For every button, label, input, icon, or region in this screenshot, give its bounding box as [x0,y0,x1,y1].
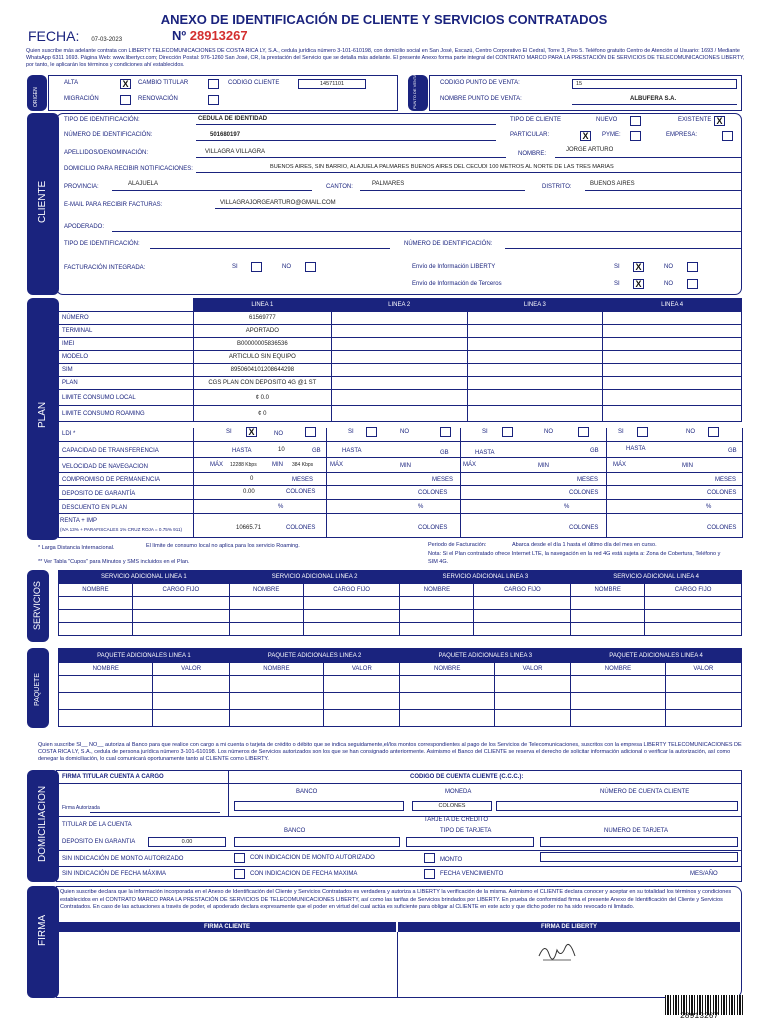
envio-liberty-label: Envío de Información LIBERTY [412,264,496,270]
barcode-text: 28913267 [680,1012,719,1021]
autoriza-text: Quien suscribe SI__ NO__ autoriza al Banco para que realice con cargo a mi cuenta o tarjeta de crédito o débito que se indica seguidamente,el/los montos correspondientes al pago de los Servicios de Telecomunicaciones, suscritos con la empresa LIBERTY TELECOMUNICACIONES DE COSTA RICA LY, S.A., cedula de persona jurídica número 3-101-610198. Los números de Servicios autorizados son los que se han consignado anteriormente. Asimismo el Banco del CLIENTE se reserva el derecho de solicitar información adicional o verificar la autorización, así como denegar la domiciliación, lo cual comunicará oportunamente tanto al CLIENTE como LIBERTY. [38,742,742,763]
servicio-l2-header: SERVICIO ADICIONAL LINEA 2 [229,571,400,584]
servicios-sidebar [27,570,49,642]
ldi-l2-no-checkbox[interactable] [440,427,451,437]
col-nombre: NOMBRE [400,663,494,676]
pyme-checkbox[interactable] [630,131,641,141]
pyme-label: PYME: [602,132,621,138]
plan-row-label: TERMINAL [59,325,194,338]
sin-fecha-checkbox[interactable] [234,869,245,879]
col-nombre: NOMBRE [229,584,303,597]
compromiso-value: 0 [250,476,254,482]
fecha [28,28,122,44]
col-nombre: NOMBRE [59,584,133,597]
fecha-label: FECHA: [28,28,80,44]
provincia-underline [112,190,312,191]
origen-sidebar [27,75,47,111]
renovacion-label: RENOVACIÓN [138,96,178,102]
envio-liberty-no-label: NO [664,264,673,270]
renta-rule [58,537,742,538]
particular-checkbox[interactable]: X [580,131,591,141]
nombre-label: NOMBRE: [518,151,547,157]
num-id-underline [196,140,496,141]
codigo-pv-field[interactable]: 15 [572,79,737,89]
firma-texto: Quien suscribe declara que la información incorporada en el Anexo de Identificación del Cliente y Servicios Contratados es verdadera y autoriza a LIBERTY la verificación de la misma. Asimismo el CLIENTE declara conocer y aceptar en su totalidad los términos y condiciones establecidos en el CONTRATO MARCO PARA LA PRESTACIÓN DE SERVICIOS DE TELECOMUNICACIONES LIBERTY, así como las tarifas de Servicios brindados por LIBERTY. En prueba de conformidad firma el presente Anexo de Identificación del Cliente y Servicios Contratados. En caso de las actuaciones a través de poder, el apoderado declara expresamente que el poder en virtud del cual actúa es suficiente para obligar al CLIENTE en este acto y que dicho poder no ha sido revocado ni limitado. [60,889,732,910]
plan-linea4-header: LINEA 4 [603,299,742,312]
cambio-titular-label: CAMBIO TITULAR [138,80,189,86]
cap-l4-gb: GB [728,448,737,454]
sin-fecha-label: SIN INDICACIÓN DE FECHA MÁXIMA [62,871,167,877]
paquete-table [58,648,742,727]
dep-colones: COLONES [286,489,316,495]
dep-rule [58,499,742,500]
ldi-label: LDI * [62,431,76,437]
domiciliacion-label: DOMICILIACION [37,785,48,862]
envio-terceros-si-label: SI [614,281,620,287]
dom-rule [56,816,742,817]
provincia-label: PROVINCIA: [64,184,99,190]
vel-l4-max: MÁX [613,462,627,468]
tipo-id-label: TIPO DE IDENTIFICACIÓN: [64,117,140,123]
capacidad-label: CAPACIDAD DE TRANSFERENCIA [62,448,159,454]
tipo-tarjeta-field[interactable] [406,837,534,847]
ccc-label: CODIGO DE CUENTA CLIENTE (C.C.C.): [410,774,524,780]
con-fecha-checkbox[interactable] [424,869,435,879]
col-valor: VALOR [153,663,229,676]
intro-text: Quien suscribe más adelante contrata con LIBERTY TELECOMUNICACIONES DE COSTA RICA LY, S.A., cedula jurídica número 3-101-610198, con domicilio social en San José, Escazú, Centro Corporativo El Cedral, Torre 3, Piso 5. Teléfono gratuito Centro de Atención al Usuario: 1693 / Mediante WhatsApp 6311 1693. Página Web: www.libertycr.com; Dirección Postal: 976-1260 San José, CR, la prestación del Servicio que se detalla más adelante. El presente Anexo forma parte integral del CONTRATO MARCO PARA LA PRESTACIÓN DE SERVICIOS DE TELECOMUNICACIONES LIBERTY, por tanto, le aplicarán los términos y condiciones ahí establecidos. [26,48,745,68]
plan-row-label: LIMITE CONSUMO ROAMING [59,406,194,422]
vel-l2-min: MIN [400,463,411,469]
note-roaming: El límite de consumo local no aplica para los servicio Roaming. [146,543,300,549]
plan-cell: 8950604101208644298 [193,364,331,377]
envio-terceros-si-checkbox[interactable]: X [633,279,644,289]
deposito-value: 0.00 [243,489,255,495]
velocidad-label: VELOCIDAD DE NAVEGACION [62,464,148,470]
deposito-garantia-label: DEPOSITO EN GARANTIA [62,839,136,845]
renovacion-checkbox[interactable] [208,95,219,105]
col-valor: VALOR [494,663,570,676]
particular-label: PARTICULAR: [510,132,550,138]
col-cargo: CARGO FIJO [303,584,400,597]
servicio-l4-header: SERVICIO ADICIONAL LINEA 4 [571,571,742,584]
nombre-value: JORGE ARTURO [566,147,614,153]
plan-cell: ¢ 0 [193,406,331,422]
cliente-label: CLIENTE [37,180,48,223]
plan-row-label: MODELO [59,351,194,364]
vel-l3-min: MIN [538,463,549,469]
cap-l2-hasta: HASTA [342,448,362,454]
renta-l4-colones: COLONES [707,525,737,531]
distrito-value: BUENOS AIRES [590,181,635,187]
renta-l2-colones: COLONES [418,525,448,531]
cap-l3-gb: GB [590,448,599,454]
col-valor: VALOR [324,663,400,676]
domicilio-underline [196,172,742,173]
canton-value: PALMARES [372,181,405,187]
punto-venta-sidebar [408,75,428,111]
dep-l3-colones: COLONES [569,490,599,496]
nuevo-checkbox[interactable] [630,116,641,126]
deposito-label: DEPOSITO DE GARANTÍA [62,491,136,497]
ldi-l2-si-checkbox[interactable] [366,427,377,437]
col-nombre: NOMBRE [400,584,474,597]
cap-l4-hasta: HASTA [626,446,646,452]
canton-underline [360,190,525,191]
cliente-sidebar [27,113,59,295]
envio-terceros-no-checkbox[interactable] [687,279,698,289]
plan-sidebar [27,298,59,540]
firma-label: FIRMA [37,914,48,946]
plan-cell: 61569777 [193,312,331,325]
fecha-venc-label: FECHA VENCIMIENTO [440,871,504,877]
provincia-value: ALAJUELA [128,181,159,187]
numero-label: Nº [172,28,187,43]
renta-sub-label: (IVA 13% + PARAFISCALES 1% CRUZ ROJA = 0.75% 911) [60,527,183,532]
col-nombre: NOMBRE [59,663,153,676]
renta-value: 10665.71 [236,525,262,531]
renta-label: RENTA + IMP [60,518,98,524]
ldi-l1-si: SI [226,429,232,435]
domicilio-label: DOMICILIO PARA RECIBIR NOTIFICACIONES: [64,166,193,172]
firma-titular-label: FIRMA TITULAR CUENTA A CARGO [62,774,164,780]
con-monto-label: CON INDICACION DE MONTO AUTORIZADO [250,855,375,861]
ldi-l2-no: NO [400,429,409,435]
note-cupos: ** Ver Tabla "Cupos" para Minutos y SMS incluidos en el Plan. [38,559,190,565]
origen-label: ORIGEN [33,87,39,107]
apellidos-label: APELLIDOS/DENOMINACIÓN: [64,150,149,156]
nombre-pv-label: NOMBRE PUNTO DE VENTA: [440,96,522,102]
vel-l4-min: MIN [682,463,693,469]
col-cargo: CARGO FIJO [645,584,742,597]
desc-pct: % [278,504,284,510]
envio-terceros-no-label: NO [664,281,673,287]
plan-cell: CGS PLAN CON DEPOSITO 4G @1 ST [193,377,331,390]
moneda-field[interactable]: COLONES [412,801,492,811]
numero-value: 28913267 [189,28,248,43]
nombre-underline [555,157,741,158]
ldi-rule [58,441,742,442]
email-label: E-MAIL PARA RECIBIR FACTURAS: [64,202,163,208]
codigo-pv-label: CODIGO PUNTO DE VENTA: [440,80,520,86]
sin-monto-label: SIN INDICACIÓN DE MONTO AUTORIZADO [62,856,184,862]
note-ldi: * Larga Distancia Internacional. [38,545,115,551]
col-cargo: CARGO FIJO [474,584,571,597]
num-cuenta-label: NÚMERO DE CUENTA CLIENTE [600,789,690,795]
sin-monto-checkbox[interactable] [234,853,245,863]
banco2-label: BANCO [284,828,306,834]
vel-min-value: 384 Kbps [292,462,314,468]
envio-liberty-si-checkbox[interactable]: X [633,262,644,272]
firma-cliente-header: FIRMA CLIENTE [58,922,396,932]
paquete-label: PAQUETE [34,673,41,706]
numero-tarjeta-field[interactable] [540,837,738,847]
plan-linea3-header: LINEA 3 [467,299,603,312]
nombre-pv-value: ALBUFERA S.A. [630,96,677,102]
codigo-cliente-label: CODIGO CLIENTE [228,80,280,86]
col-cargo: CARGO FIJO [132,584,229,597]
banco-field[interactable] [234,801,404,811]
distrito-underline [585,190,741,191]
existente-label: EXISTENTE [678,117,712,123]
plan-cell: B00000005836536 [193,338,331,351]
firma-autorizada-label: Firma Autorizada [62,805,100,811]
tipo-tarjeta-label: TIPO DE TARJETA [440,828,492,834]
ldi-l1-no: NO [274,431,283,437]
apoderado-label: APODERADO: [64,224,105,230]
paquete-l2-header: PAQUETE ADICIONALES LINEA 2 [229,649,400,663]
dom-sep [228,770,229,816]
fecha-value: 07-03-2023 [91,37,123,43]
tipo-id2-label: TIPO DE IDENTIFICACIÓN: [64,241,140,247]
compromiso-label: COMPROMISO DE PERMANENCIA [62,477,161,483]
page-title: ANEXO DE IDENTIFICACIÓN DE CLIENTE Y SERVICIOS CONTRATADOS [160,12,608,27]
paquete-l1-header: PAQUETE ADICIONALES LINEA 1 [59,649,230,663]
fact-no-checkbox[interactable] [305,262,316,272]
apellidos-underline [196,157,506,158]
plan-sep [58,428,59,538]
cap-value: 10 [278,447,285,453]
plan-sep [193,428,194,538]
comp-meses: MESES [292,477,314,483]
ldi-l3-no-checkbox[interactable] [578,427,589,437]
servicio-l1-header: SERVICIO ADICIONAL LINEA 1 [59,571,230,584]
paquete-sidebar [27,648,49,728]
vel-rule [58,472,742,473]
col-nombre: NOMBRE [571,663,665,676]
plan-note-lte: Nota: Si el Plan contratado ofrece Internet LTE, la navegación en la red 4G está sujeta a: Zona de Cobertura, Teléfono y SIM 4G. [428,551,721,565]
plan-row-label: PLAN [59,377,194,390]
con-fecha-label: CON INDICACION DE FECHA MAXIMA [250,871,358,877]
document-number [172,28,248,43]
plan-row-label: LIMITE CONSUMO LOCAL [59,390,194,406]
desc-l3-pct: % [564,504,570,510]
deposito-garantia-field[interactable]: 0.00 [148,837,226,847]
ldi-l3-no: NO [544,429,553,435]
apellidos-value: VILLAGRA VILLAGRA [205,149,266,155]
num-id-value: 501680197 [210,132,241,138]
plan-sep [460,428,461,538]
apoderado-underline [112,231,741,232]
plan-sep [326,428,327,538]
tarjeta-label: TARJETA DE CREDITO [424,817,489,823]
renta-l3-colones: COLONES [569,525,599,531]
servicios-table [58,570,742,636]
servicio-l3-header: SERVICIO ADICIONAL LINEA 3 [400,571,571,584]
codigo-cliente-field[interactable]: 14571101 [298,79,366,89]
ldi-l1-no-checkbox[interactable] [305,427,316,437]
desc-l4-pct: % [706,504,712,510]
migracion-checkbox[interactable] [120,95,131,105]
num-id-label: NÚMERO DE IDENTIFICACIÓN: [64,132,153,138]
firma-autorizada-line [90,812,220,813]
comp-rule [58,485,742,486]
comp-l3-meses: MESES [577,477,599,483]
email-value: VILLAGRAJORGEARTURO@GMAIL.COM [220,200,336,206]
tipo-id-value: CEDULA DE IDENTIDAD [198,116,268,122]
migracion-label: MIGRACIÓN [64,96,99,102]
renta-colones: COLONES [286,525,316,531]
banco-label: BANCO [296,789,318,795]
facturacion-label: FACTURACIÓN INTEGRADA: [64,265,146,271]
cap-hasta: HASTA [232,448,252,454]
envio-terceros-label: Envío de Información de Terceros [412,281,502,287]
vel-l3-max: MÁX [463,462,477,468]
plan-cell: ¢ 0.0 [193,390,331,406]
ldi-l1-si-checkbox[interactable]: X [246,427,257,437]
dom-rule [56,850,742,851]
con-monto-checkbox[interactable] [424,853,435,863]
punto-venta-label: PUNTO DE VENTA [412,74,417,109]
distrito-label: DISTRITO: [542,184,572,190]
plan-sep [606,428,607,538]
fact-no-label: NO [282,264,291,270]
desc-rule [58,513,742,514]
plan-linea1-header: LINEA 1 [193,299,331,312]
ldi-l2-si: SI [348,429,354,435]
ldi-l4-no: NO [686,429,695,435]
tipo-id-underline [196,124,496,125]
vel-max-value: 12288 Kbps [230,462,257,468]
firma-sep [397,932,398,998]
nuevo-label: NUEVO [596,117,618,123]
vel-max: MÁX [210,462,224,468]
banco2-field[interactable] [234,837,400,847]
comp-l4-meses: MESES [715,477,737,483]
canton-label: CANTON: [326,184,353,190]
numero-tarjeta-label: NUMERO DE TARJETA [604,828,669,834]
nombre-pv-underline [572,104,737,105]
mes-ano-label: MES/AÑO [690,871,718,877]
liberty-signature-icon [535,938,580,968]
num-id2-underline [505,248,741,249]
ldi-l4-si: SI [618,429,624,435]
plan-row-label: NÚMERO [59,312,194,325]
num-id2-label: NÚMERO DE IDENTIFICACIÓN: [404,241,493,247]
descuento-label: DESCUENTO EN PLAN [62,505,127,511]
email-underline [215,208,741,209]
plan-label: PLAN [37,401,48,428]
empresa-label: EMPRESA: [666,132,698,138]
plan-cell: APORTADO [193,325,331,338]
plan-sep [742,428,743,538]
cambio-titular-checkbox[interactable] [208,79,219,89]
alta-label: ALTA [64,80,79,86]
plan-table [58,298,742,422]
dep-l4-colones: COLONES [707,490,737,496]
alta-checkbox[interactable]: X [120,79,131,89]
moneda-label: MONEDA [445,789,472,795]
desc-l2-pct: % [418,504,424,510]
paquete-l3-header: PAQUETE ADICIONALES LINEA 3 [400,649,571,663]
col-valor: VALOR [665,663,741,676]
periodo-label: Periodo de Facturación: [428,542,487,548]
firma-liberty-header: FIRMA DE LIBERTY [398,922,740,932]
existente-checkbox[interactable]: X [714,116,725,126]
fact-si-label: SI [232,264,238,270]
cap-gb: GB [312,448,321,454]
plan-row-label: IMEI [59,338,194,351]
empresa-checkbox[interactable] [722,131,733,141]
ldi-l4-si-checkbox[interactable] [637,427,648,437]
ldi-l3-si-checkbox[interactable] [502,427,513,437]
ldi-l4-no-checkbox[interactable] [708,427,719,437]
comp-l2-meses: MESES [432,477,454,483]
dom-rule [56,783,742,784]
tipo-id2-underline [150,248,390,249]
titular-label: TITULAR DE LA CUENTA [62,822,132,828]
dep-l2-colones: COLONES [418,490,448,496]
periodo-value: Abarca desde el día 1 hasta el último día del mes en curso. [512,542,657,548]
tipo-cliente-label: TIPO DE CLIENTE [510,117,562,123]
domiciliacion-sidebar [27,770,59,882]
plan-cell: ARTICULO SIN EQUIPO [193,351,331,364]
fact-si-checkbox[interactable] [251,262,262,272]
envio-liberty-no-checkbox[interactable] [687,262,698,272]
envio-liberty-si-label: SI [614,264,620,270]
num-cuenta-field[interactable] [496,801,738,811]
plan-row-label: SIM [59,364,194,377]
col-nombre: NOMBRE [229,663,323,676]
monto-label: MONTO [440,857,463,863]
col-nombre: NOMBRE [571,584,645,597]
ldi-l3-si: SI [482,429,488,435]
cap-l3-hasta: HASTA [475,450,495,456]
firma-sidebar [27,886,59,998]
cap-rule [58,457,742,458]
monto-field[interactable] [540,852,738,862]
cap-l2-gb: GB [440,450,449,456]
paquete-l4-header: PAQUETE ADICIONALES LINEA 4 [571,649,742,663]
dom-rule [56,866,742,867]
vel-min: MIN [272,462,283,468]
domicilio-value: BUENOS AIRES, SIN BARRIO, ALAJUELA PALMARES BUENOS AIRES DEL CECUDI 100 METROS AL NORTE DE LAS TRES MARIAS [270,164,614,170]
servicios-label: SERVICIOS [32,581,42,630]
plan-linea2-header: LINEA 2 [331,299,467,312]
vel-l2-max: MÁX [330,462,344,468]
